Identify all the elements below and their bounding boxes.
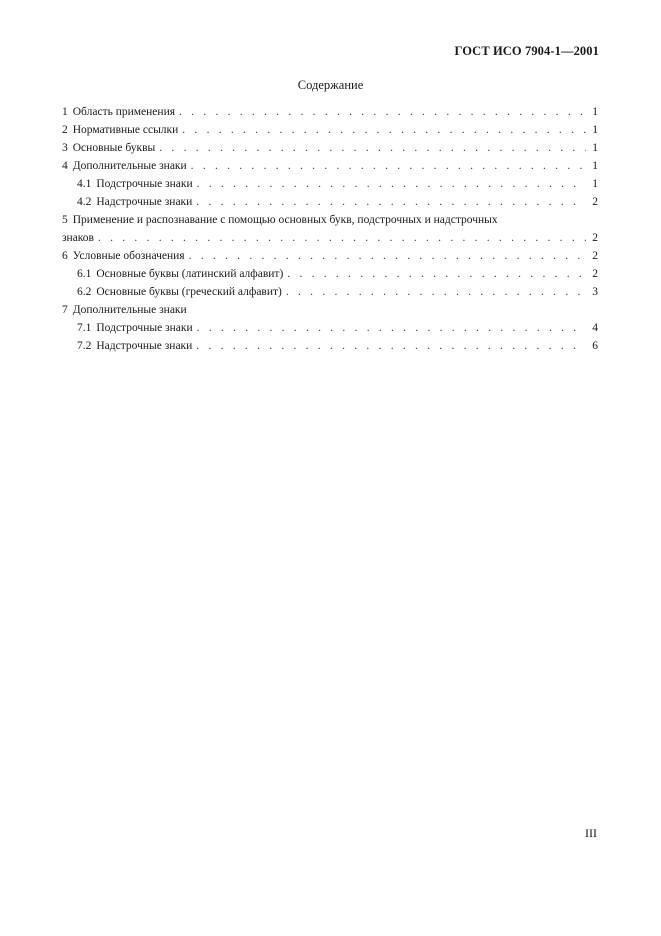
toc-entry-page: 3 xyxy=(592,286,598,298)
toc-entry-title: Надстрочные знаки xyxy=(96,196,193,208)
toc-entry-page: 2 xyxy=(592,250,598,262)
toc-leader-dots xyxy=(197,319,586,337)
toc-entry-number: 5 xyxy=(62,214,68,226)
toc-entry-number: 3 xyxy=(62,142,68,154)
toc-leader-dots xyxy=(182,121,586,139)
toc-leader-dots xyxy=(189,247,586,265)
toc-entry-title: Основные буквы (латинский алфавит) xyxy=(96,268,284,280)
toc-entry-number: 6.2 xyxy=(77,286,92,298)
toc-entry-title: Дополнительные знаки xyxy=(72,160,187,172)
toc-entry[interactable] xyxy=(62,139,598,157)
toc-entry-number: 7.1 xyxy=(77,322,92,334)
toc-entry-page: 6 xyxy=(592,340,598,352)
toc-entry-title: Область применения xyxy=(72,106,176,118)
toc-entry-title: Дополнительные знаки xyxy=(72,304,187,316)
toc-entry-number: 4.1 xyxy=(77,178,92,190)
toc-entry-page: 1 xyxy=(592,142,598,154)
toc-entry-number: 4 xyxy=(62,160,68,172)
toc-entry-number: 6.1 xyxy=(77,268,92,280)
toc-leader-dots xyxy=(159,139,586,157)
toc-subentry[interactable] xyxy=(62,175,598,193)
toc-entry-title: Подстрочные знаки xyxy=(96,178,193,190)
toc-entry-title: Нормативные ссылки xyxy=(72,124,179,136)
toc-subentry[interactable] xyxy=(62,283,598,301)
toc-entry-number: 7 xyxy=(62,304,68,316)
page-number: III xyxy=(585,826,597,840)
toc-entry-title: Условные обозначения xyxy=(72,250,185,262)
toc-entry-title: Основные буквы (греческий алфавит) xyxy=(96,286,282,298)
toc-leader-dots xyxy=(179,103,586,121)
toc-entry-page: 1 xyxy=(592,124,598,136)
toc-entry-continuation[interactable] xyxy=(62,229,598,247)
toc-entry-title: Подстрочные знаки xyxy=(96,322,193,334)
toc-subentry[interactable] xyxy=(62,193,598,211)
toc-subentry[interactable] xyxy=(62,265,598,283)
toc-leader-dots xyxy=(287,265,586,283)
toc-entry-page: 1 xyxy=(592,178,598,190)
toc-leader-dots xyxy=(196,193,586,211)
page-title: Содержание xyxy=(297,78,364,92)
toc-subentry[interactable] xyxy=(62,337,598,355)
toc-entry-title-continuation: знаков xyxy=(62,232,94,244)
toc-leader-dots xyxy=(286,283,586,301)
toc-subentry[interactable] xyxy=(62,319,598,337)
toc-entry-number: 6 xyxy=(62,250,68,262)
toc-entry-title: Применение и распознавание с помощью основных букв, подстрочных и надстрочных xyxy=(72,214,498,226)
document-id: ГОСТ ИСО 7904-1—2001 xyxy=(454,44,599,58)
toc-entry[interactable] xyxy=(62,247,598,265)
toc-entry-page: 2 xyxy=(592,268,598,280)
toc-entry[interactable] xyxy=(62,121,598,139)
toc-leader-dots xyxy=(196,337,586,355)
toc-entry-number: 4.2 xyxy=(77,196,92,208)
toc-entry-page: 2 xyxy=(592,232,598,244)
toc-leader-dots xyxy=(98,229,586,247)
toc-entry-page: 1 xyxy=(592,160,598,172)
toc-entry-number: 2 xyxy=(62,124,68,136)
toc-entry-title: Основные буквы xyxy=(72,142,156,154)
toc-entry[interactable] xyxy=(62,103,598,121)
toc-entry[interactable] xyxy=(62,301,598,319)
toc-entry-number: 1 xyxy=(62,106,68,118)
table-of-contents xyxy=(62,103,598,355)
toc-entry-page: 2 xyxy=(592,196,598,208)
toc-entry-number: 7.2 xyxy=(77,340,92,352)
toc-leader-dots xyxy=(197,175,586,193)
toc-entry-page: 4 xyxy=(592,322,598,334)
toc-leader-dots xyxy=(191,157,586,175)
toc-entry[interactable] xyxy=(62,211,598,229)
toc-entry-title: Надстрочные знаки xyxy=(96,340,193,352)
toc-entry-page: 1 xyxy=(592,106,598,118)
toc-entry[interactable] xyxy=(62,157,598,175)
